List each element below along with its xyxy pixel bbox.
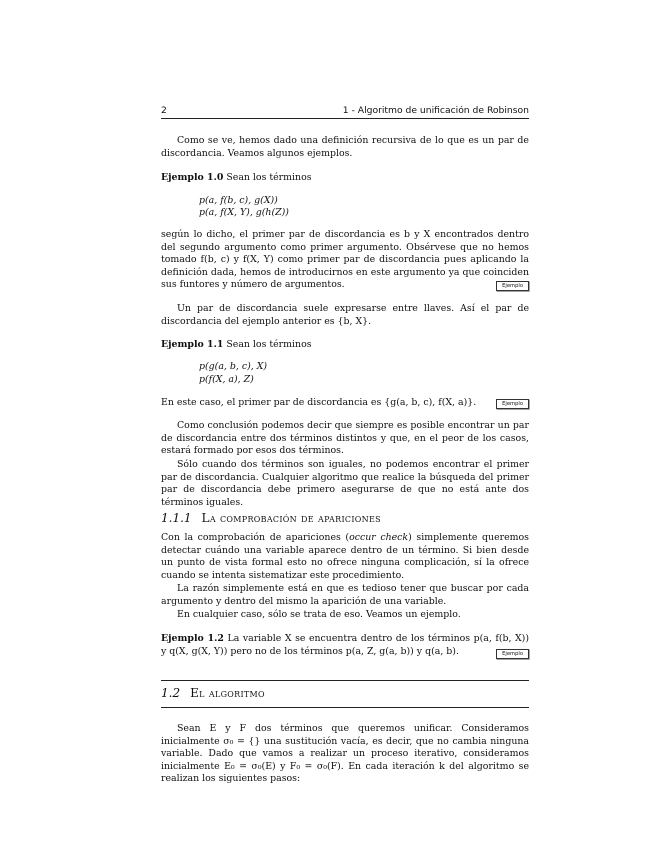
section-rule-top — [161, 680, 529, 681]
paragraph-any-case: En cualquier caso, sólo se trata de eso. Veamos un ejemplo. — [177, 609, 461, 620]
example-1-1-text: En este caso, el primer par de discordancia es {g(a, b, c), f(X, a)}. — [161, 397, 477, 408]
example-1-0-text: según lo dicho, el primer par de discordancia es b y X encontrados dentro del segundo argumento como primer argumento. Obsérvese que no hemos tomado f(b, c) y f(X, Y) como primer par de discordancia pues aplicando la definición dada, hemos de introducirnos en este argumento ya que coinciden sus funtores y número de argumentos. — [161, 229, 529, 291]
example-end-tag: Ejemplo — [496, 399, 529, 409]
example-label: Ejemplo 1.1 — [161, 339, 224, 350]
example-intro: Sean los términos — [226, 172, 312, 183]
example-label: Ejemplo 1.2 — [161, 633, 224, 644]
section-number: 1.2 — [161, 686, 181, 700]
text-run: ) simplemente queremos detectar cuándo una variable aparece dentro de un término. Si bien desde un punto de vista formal esto no ofrece ninguna complicación, sí la ofrece cuando se intenta sistematizar este procedimiento. — [161, 532, 529, 581]
section-1-1-1-heading — [161, 512, 381, 525]
text-run: Con la comprobación de apariciones ( — [161, 532, 350, 543]
paragraph-occur-check — [161, 532, 529, 582]
page-number: 2 — [161, 105, 167, 116]
example-end-tag: Ejemplo — [496, 281, 529, 291]
paragraph-conclusion: Como conclusión podemos decir que siempre es posible encontrar un par de discordancia entre dos términos distintos y que, en el peor de los casos, estará formado por esos dos términos. — [161, 420, 529, 457]
example-intro: Sean los términos — [226, 339, 312, 350]
example-1-0-heading — [161, 172, 529, 185]
example-label: Ejemplo 1.0 — [161, 172, 224, 183]
example-1-1-heading — [161, 339, 529, 352]
section-title: La comprobación de apariciones — [201, 511, 381, 525]
running-title: 1 - Algoritmo de unificación de Robinson — [342, 105, 529, 116]
formula-2: p(a, f(X, Y), g(h(Z)) — [199, 207, 289, 218]
formula-1: p(a, f(b, c), g(X)) — [199, 195, 278, 206]
section-title: El algoritmo — [190, 686, 265, 700]
occur-check-term: occur check — [349, 532, 409, 543]
formula-4: p(f(X, a), Z) — [199, 374, 254, 385]
section-rule-bottom — [161, 707, 529, 708]
paragraph-algorithm: Sean E y F dos términos que queremos unificar. Consideramos inicialmente σ₀ = {} una sustitución vacía, es decir, que no cambia ninguna variable. Dado que vamos a realizar un proceso iterativo, consideramos inicialmente E₀ = σ₀(E) y F₀ = σ₀(F). En cada iteración k del algoritmo se realizan los siguientes pasos: — [161, 723, 529, 785]
formula-3: p(g(a, b, c), X) — [199, 361, 268, 372]
paragraph-braces: Un par de discordancia suele expresarse entre llaves. Así el par de discordancia del ejemplo anterior es {b, X}. — [161, 303, 529, 327]
section-number: 1.1.1 — [161, 511, 192, 525]
example-1-2 — [161, 633, 529, 658]
running-header — [161, 104, 529, 119]
paragraph-intro: Como se ve, hemos dado una definición recursiva de lo que es un par de discordancia. Veamos algunos ejemplos. — [161, 135, 529, 159]
example-text: La variable X se encuentra dentro de los términos p(a, f(b, X)) y q(X, g(X, Y)) pero no de los términos p(a, Z, g(a, b)) y q(a, b). — [161, 633, 529, 657]
paragraph-reason: La razón simplemente está en que es tedioso tener que buscar por cada argumento y dentro del mismo la aparición de una variable. — [161, 583, 529, 607]
paragraph-equal-terms: Sólo cuando dos términos son iguales, no podemos encontrar el primer par de discordancia. Cualquier algoritmo que realice la búsqueda del primer par de discordancia debe primero asegurarse de que no está ante dos términos iguales. — [161, 459, 529, 508]
section-1-2-heading — [161, 687, 265, 700]
example-end-tag: Ejemplo — [496, 649, 529, 659]
